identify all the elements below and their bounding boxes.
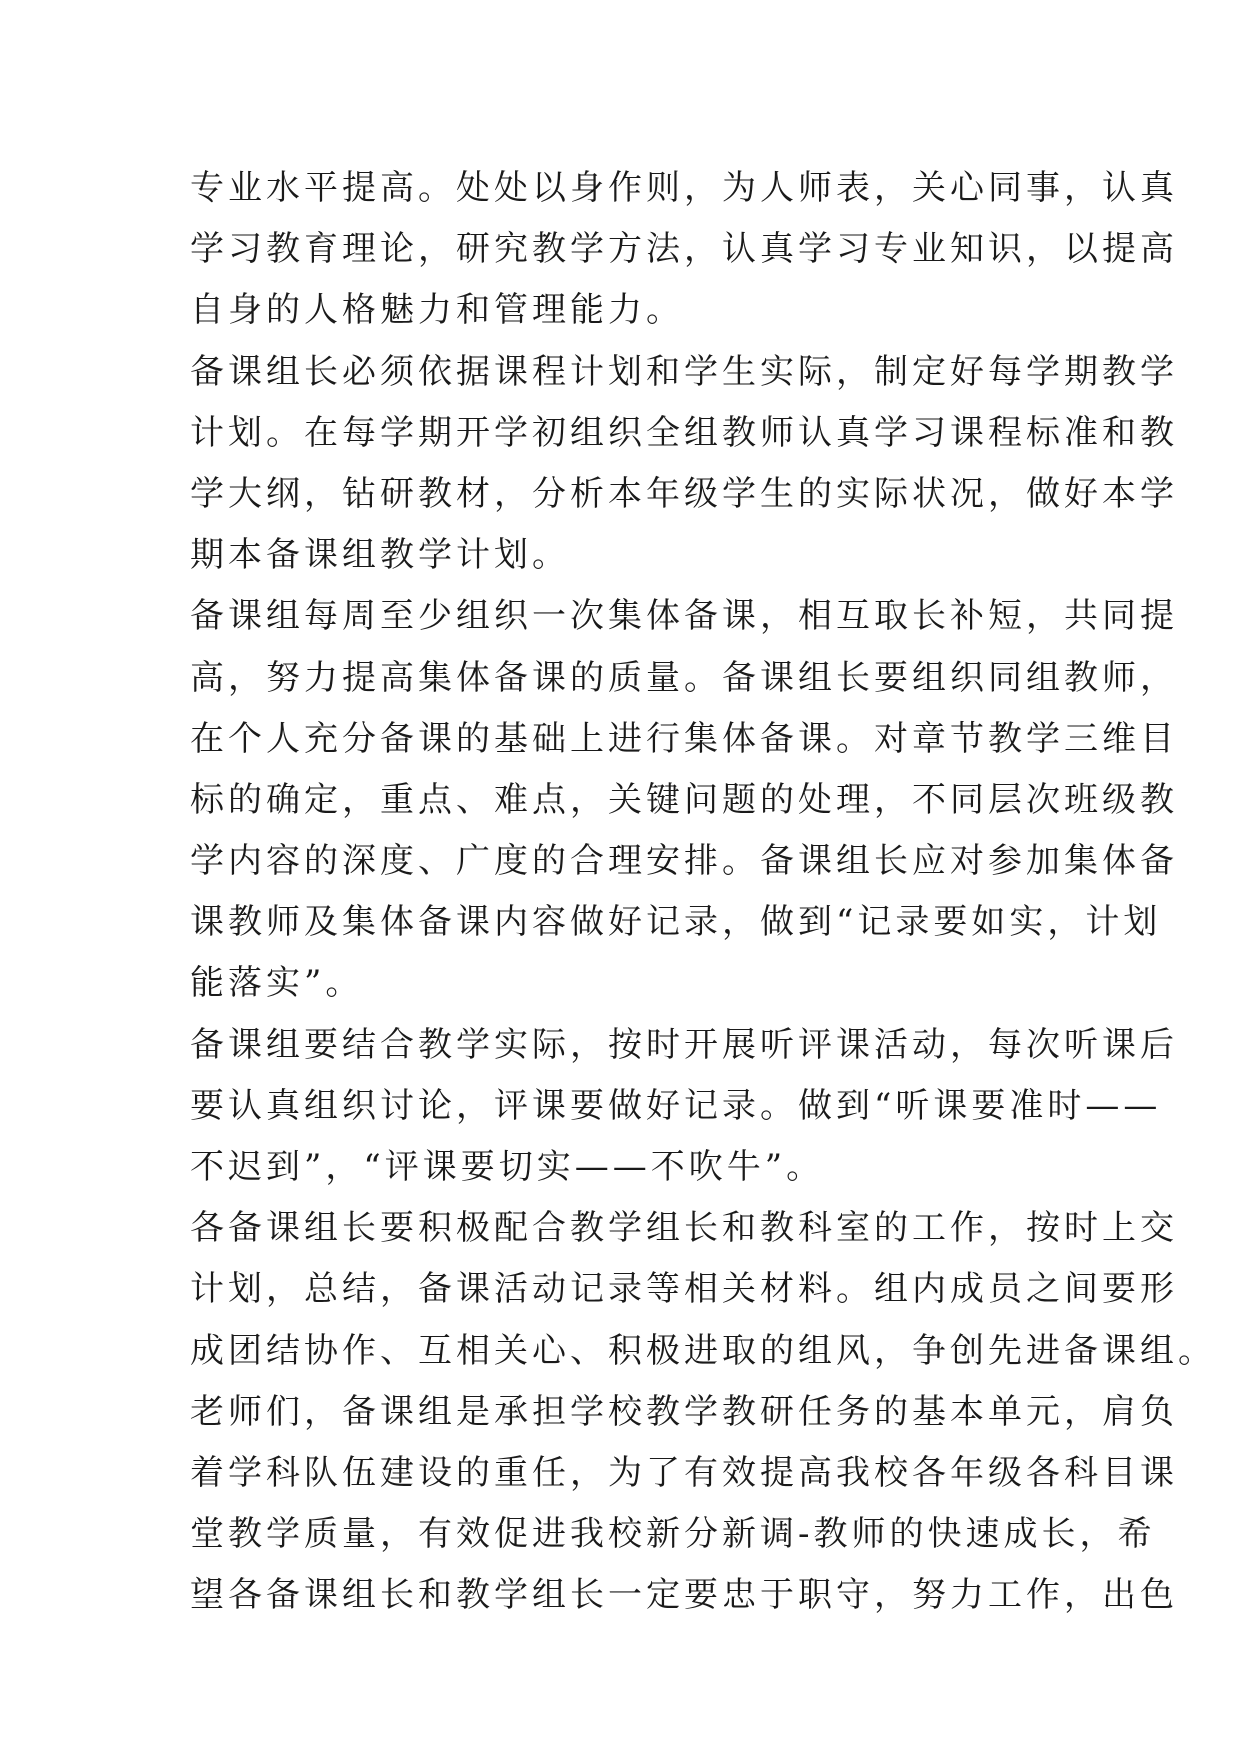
text-line: 课教师及集体备课内容做好记录，做到“记录要如实，计划	[190, 902, 1162, 943]
text-line: 专业水平提高。处处以身作则，为人师表，关心同事，认真	[190, 168, 1178, 208]
text-line: 自身的人格魅力和管理能力。	[190, 290, 684, 331]
text-line: 着学科队伍建设的重任，为了有效提高我校各年级各科目课	[190, 1452, 1178, 1493]
text-line: 学习教育理论，研究教学方法，认真学习专业知识，以提高	[190, 229, 1178, 270]
text-line: 计划，总结，备课活动记录等相关材料。组内成员之间要形	[190, 1269, 1178, 1310]
text-line: 计划。在每学期开学初组织全组教师认真学习课程标准和教	[190, 412, 1178, 453]
text-line: 不迟到”，“评课要切实——不吹牛”。	[190, 1147, 825, 1187]
text-line: 备课组要结合教学实际，按时开展听评课活动，每次听课后	[190, 1024, 1178, 1065]
text-line: 标的确定，重点、难点，关键问题的处理，不同层次班级教	[190, 779, 1178, 820]
text-line: 备课组长必须依据课程计划和学生实际，制定好每学期教学	[190, 351, 1178, 392]
text-line: 学内容的深度、广度的合理安排。备课组长应对参加集体备	[190, 841, 1178, 882]
document-body	[190, 158, 1216, 1627]
text-line: 期本备课组教学计划。	[190, 535, 570, 576]
text-line: 望各备课组长和教学组长一定要忠于职守，努力工作，出色	[190, 1575, 1178, 1616]
text-line: 高，努力提高集体备课的质量。备课组长要组织同组教师，	[190, 657, 1178, 698]
text-line: 要认真组织讨论，评课要做好记录。做到“听课要准时——	[190, 1085, 1162, 1126]
text-line: 成团结协作、互相关心、积极进取的组风，争创先进备课组。	[190, 1330, 1216, 1371]
text-line: 在个人充分备课的基础上进行集体备课。对章节教学三维目	[190, 718, 1178, 759]
text-line: 学大纲，钻研教材，分析本年级学生的实际状况，做好本学	[190, 473, 1178, 514]
text-line: 老师们，备课组是承担学校教学教研任务的基本单元，肩负	[190, 1391, 1178, 1432]
text-line: 能落实”。	[190, 963, 364, 1004]
text-line: 堂教学质量，有效促进我校新分新调-教师的快速成长，希	[190, 1514, 1156, 1555]
text-line: 各备课组长要积极配合教学组长和教科室的工作，按时上交	[190, 1208, 1178, 1249]
text-line: 备课组每周至少组织一次集体备课，相互取长补短，共同提	[190, 596, 1178, 637]
